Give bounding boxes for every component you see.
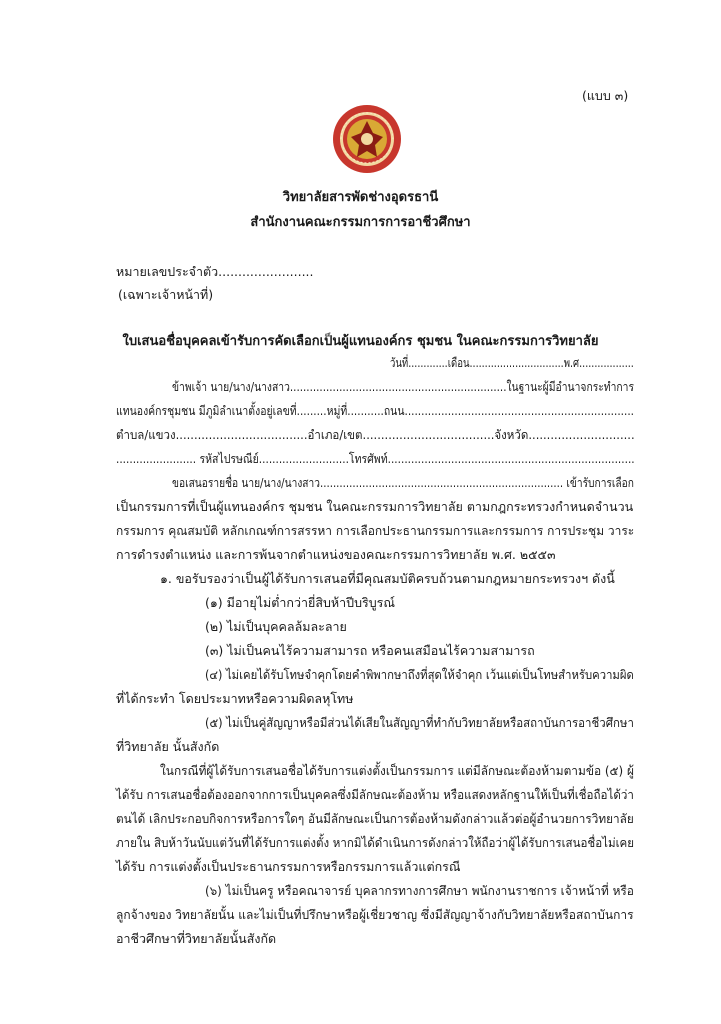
clause-item: (๔) ไม่เคยได้รับโทษจำคุกโดยคำพิพากษาถึงที่สุดให้จำคุก เว้นแต่เป็นโทษสำหรับความผิด	[205, 667, 634, 682]
body-line: ข้าพเจ้า นาย/นาง/นางสาว..................................................................ในฐานะผู้มีอำนาจกระทำการ	[172, 379, 634, 394]
body-line: แทนองค์กรชุมชน มีภูมิลำเนาตั้งอยู่เลขที่.........หมู่ที่...........ถนน.....................................................................	[116, 403, 634, 418]
body-line: การดำรงตำแหน่ง และการพ้นจากตำแหน่งของคณะกรรมการวิทยาลัย พ.ศ. ๒๕๕๓	[116, 547, 556, 562]
clause-item: (๖) ไม่เป็นครู หรือคณาจารย์ บุคลากรทางการศึกษา พนักงานราชการ เจ้าหน้าที่ หรือ	[205, 883, 634, 898]
body-line: เป็นกรรมการที่เป็นผู้แทนองค์กร ชุมชน ในคณะกรรมการวิทยาลัย ตามกฎกระทรวงกำหนดจำนวน	[116, 499, 634, 514]
clause-item: (๒) ไม่เป็นบุคคลล้มละลาย	[205, 619, 347, 634]
clause-item-cont: ลูกจ้างของ วิทยาลัยนั้น และไม่เป็นที่ปรึกษาหรือผู้เชี่ยวชาญ ซึ่งมีสัญญาจ้างกับวิทยาลัยหรือสถาบันการ	[116, 907, 634, 922]
id-number-note: (เฉพาะเจ้าหน้าที่)	[118, 287, 214, 302]
clause-heading: ๑. ขอรับรองว่าเป็นผู้ได้รับการเสนอที่มีคุณสมบัติครบถ้วนตามกฎหมายกระทรวงฯ ดังนี้	[160, 571, 615, 586]
body-line: ได้รับ การเสนอชื่อต้องออกจากการเป็นบุคคลซึ่งมีลักษณะต้องห้าม หรือแสดงหลักฐานให้เป็นที่เชื่อถือได้ว่า	[116, 787, 634, 802]
office-name: สำนักงานคณะกรรมการการอาชีวศึกษา	[250, 215, 471, 230]
clause-item-cont: ที่ได้กระทำ โดยประมาทหรือความผิดลหุโทษ	[116, 691, 354, 706]
body-line: กรรมการ คุณสมบัติ หลักเกณฑ์การสรรหา การเลือกประธานกรรมการและกรรมการ การประชุม วาระ	[116, 523, 635, 538]
clause-item: (๑) มีอายุไม่ต่ำกว่ายี่สิบห้าปีบริบูรณ์	[205, 595, 395, 610]
body-line: ในกรณีที่ผู้ได้รับการเสนอชื่อได้รับการแต่งตั้งเป็นกรรมการ แต่มีลักษณะต้องห้ามตามข้อ (๕) ผู้	[160, 763, 634, 778]
body-line: ตนได้ เลิกประกอบกิจการหรือการใดๆ อันมีลักษณะเป็นการต้องห้ามดังกล่าวแล้วต่อผู้อำนวยการวิทยาลัย	[116, 811, 634, 826]
body-line: ตำบล/แขวง....................................อำเภอ/เขต....................................จังหวัด.............................	[116, 427, 635, 442]
form-title: ใบเสนอชื่อบุคคลเข้ารับการคัดเลือกเป็นผู้แทนองค์กร ชุมชน ในคณะกรรมการวิทยาลัย	[122, 334, 599, 349]
body-line: ภายใน สิบห้าวันนับแต่วันที่ได้รับการแต่งตั้ง หากมิได้ดำเนินการดังกล่าวให้ถือว่าผู้ได้รับการเสนอชื่อไม่เคย	[116, 835, 634, 850]
clause-item-cont: อาชีวศึกษาที่วิทยาลัยนั้นสังกัด	[116, 931, 277, 946]
id-number-label: หมายเลขประจำตัว........................	[116, 264, 314, 279]
body-line: ........................ รหัสไปรษณีย์...........................โทรศัพท์..........................................................................	[116, 451, 635, 466]
college-name: วิทยาลัยสารพัดช่างอุดรธานี	[282, 190, 439, 205]
form-code: (แบบ ๓)	[582, 88, 629, 103]
clause-item: (๕) ไม่เป็นคู่สัญญาหรือมีส่วนได้เสียในสัญญาที่ทำกับวิทยาลัยหรือสถาบันการอาชีวศึกษา	[205, 715, 634, 730]
body-line: ได้รับ การแต่งตั้งเป็นประธานกรรมการหรือกรรมการแล้วแต่กรณี	[116, 859, 461, 874]
college-seal-logo	[331, 103, 403, 175]
body-line: ขอเสนอรายชื่อ นาย/นาง/นางสาว........................................................................... เข้ารับการเลือก	[172, 475, 634, 490]
clause-item-cont: ที่วิทยาลัย นั้นสังกัด	[116, 739, 220, 754]
date-line: วันที่.............เดือน...............................พ.ศ..................	[390, 355, 634, 370]
clause-item: (๓) ไม่เป็นคนไร้ความสามารถ หรือคนเสมือนไร้ความสามารถ	[205, 643, 535, 658]
